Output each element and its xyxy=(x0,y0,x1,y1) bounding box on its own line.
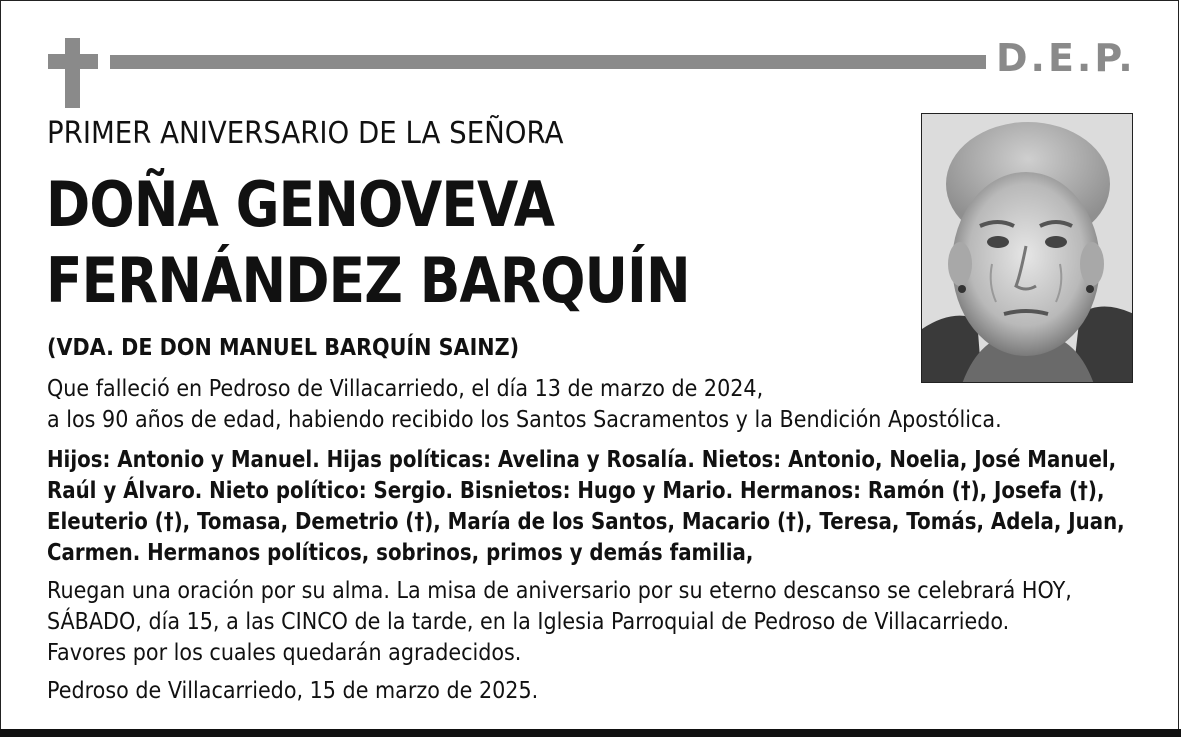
mass-line-2: SÁBADO, día 15, a las CINCO de la tarde, en la Iglesia Parroquial de Pedroso de Villacarriedo. xyxy=(47,609,1010,635)
cross-icon xyxy=(48,38,98,108)
mass-line-3: Favores por los cuales quedarán agradecidos. xyxy=(47,640,522,666)
mass-line-1: Ruegan una oración por su alma. La misa de aniversario por su eterno descanso se celebrará HOY, xyxy=(47,578,1072,604)
death-line-2: a los 90 años de edad, habiendo recibido los Santos Sacramentos y la Bendición Apostólica. xyxy=(47,407,1002,433)
bottom-rule xyxy=(0,729,1181,737)
family-line-2: Raúl y Álvaro. Nieto político: Sergio. Bisnietos: Hugo y Mario. Hermanos: Ramón (†), Josefa (†), xyxy=(47,478,1105,504)
portrait-illustration xyxy=(922,114,1133,383)
deceased-name-line-2: FERNÁNDEZ BARQUÍN xyxy=(46,244,690,317)
family-line-4: Carmen. Hermanos políticos, sobrinos, primos y demás familia, xyxy=(47,540,754,566)
family-list xyxy=(47,445,1125,569)
portrait-photo xyxy=(921,113,1133,383)
place-and-date: Pedroso de Villacarriedo, 15 de marzo de 2025. xyxy=(47,678,539,704)
death-line-1: Que falleció en Pedroso de Villacarriedo, el día 13 de marzo de 2024, xyxy=(47,376,764,402)
family-line-3: Eleuterio (†), Tomasa, Demetrio (†), María de los Santos, Macario (†), Teresa, Tomás, Adela, Juan, xyxy=(47,509,1125,535)
notice-subtitle: PRIMER ANIVERSARIO DE LA SEÑORA xyxy=(47,116,564,151)
mass-announcement xyxy=(47,576,1072,669)
deceased-name-line-1: DOÑA GENOVEVA xyxy=(46,168,555,241)
dep-label: D.E.P. xyxy=(996,36,1136,80)
header-divider xyxy=(110,55,986,69)
death-details xyxy=(47,374,1002,436)
widow-of-line: (VDA. DE DON MANUEL BARQUÍN SAINZ) xyxy=(47,335,520,361)
family-line-1: Hijos: Antonio y Manuel. Hijas políticas: Avelina y Rosalía. Nietos: Antonio, Noelia, José Manuel, xyxy=(47,447,1117,473)
